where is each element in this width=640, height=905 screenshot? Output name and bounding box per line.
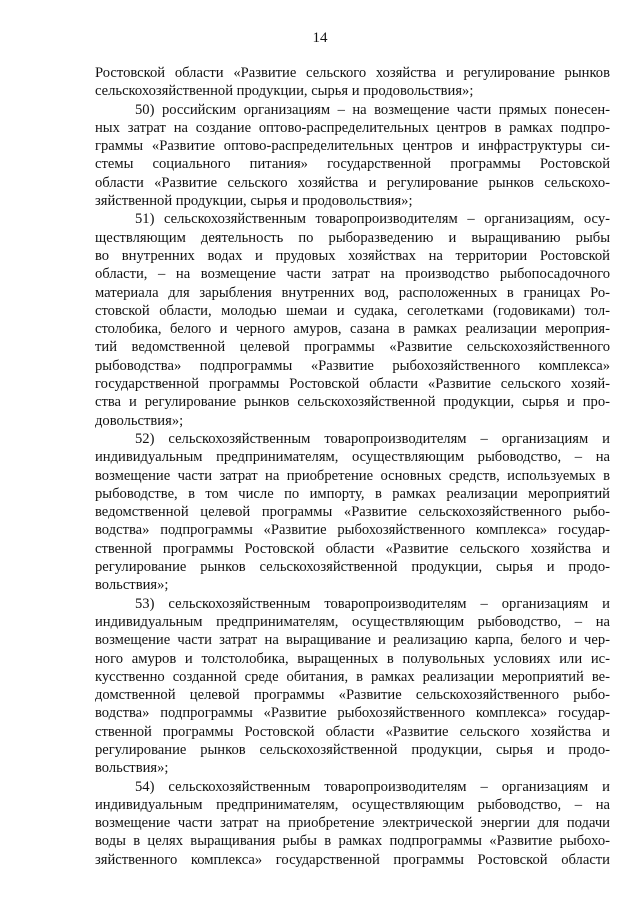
text-line: воды в целях выращивания рыбы в рамках подпрограммы «Развитие рыбохо- — [95, 833, 610, 850]
paragraph-p53 — [95, 595, 610, 778]
text-line: зяйственной продукции, сырья и продовольствия»; — [95, 193, 413, 210]
text-line: материала для зарыбления внутренних вод, расположенных в границах Ро- — [95, 284, 610, 301]
text-line: столобика, белого и черного амуров, сазана в рамках реализации мероприя- — [95, 321, 610, 338]
text-line: водства» подпрограммы «Развитие рыбохозяйственного комплекса» государ- — [95, 522, 610, 539]
text-line: граммы «Развитие оптово-распределительных центров и инфраструктуры си- — [95, 138, 610, 155]
text-line: 53) сельскохозяйственным товаропроизводителям – организациям и — [135, 595, 610, 612]
text-line: индивидуальным предпринимателям, осуществляющим рыбоводство, – на — [95, 796, 610, 813]
text-line: индивидуальным предпринимателям, осуществляющим рыбоводство, – на — [95, 449, 610, 466]
text-line: регулирование рынков сельскохозяйственной продукции, сырья и продо- — [95, 559, 610, 576]
text-line: области «Развитие сельского хозяйства и регулирование рынков сельскохо- — [95, 174, 610, 191]
text-line: регулирование рынков сельскохозяйственной продукции, сырья и продо- — [95, 741, 610, 758]
text-line: кусственно созданной среде обитания, в рамках реализации мероприятий ве- — [95, 668, 610, 685]
text-line: государственной программы Ростовской области «Развитие сельского хозяй- — [95, 376, 610, 393]
text-line: ственной программы Ростовской области «Развитие сельского хозяйства и — [95, 540, 610, 557]
text-line: стовской области, молодью шемаи и судака, сеголетками (годовиками) тол- — [95, 302, 610, 319]
text-line: сельскохозяйственной продукции, сырья и продовольствия»; — [95, 83, 474, 100]
paragraph-p50 — [95, 101, 610, 211]
text-line: вольствия»; — [95, 577, 169, 594]
text-line: 52) сельскохозяйственным товаропроизводителям – организациям и — [135, 430, 610, 447]
paragraph-p0 — [95, 64, 610, 101]
text-line: области, – на возмещение части затрат на производство рыбопосадочного — [95, 266, 610, 283]
text-line: стемы социального питания» государственной программы Ростовской — [95, 156, 610, 173]
document-body — [95, 64, 610, 869]
text-line: рыбоводства» подпрограммы «Развитие рыбохозяйственного комплекса» — [95, 357, 610, 374]
text-line: ного амуров и толстолобика, выращенных в полувольных условиях или ис- — [95, 650, 610, 667]
text-line: ведомственной целевой программы «Развитие сельскохозяйственного рыбо- — [95, 504, 610, 521]
text-line: индивидуальным предпринимателям, осуществляющим рыбоводство, – на — [95, 613, 610, 630]
text-line: зяйственного комплекса» государственной программы Ростовской области — [95, 851, 610, 868]
paragraph-p54 — [95, 778, 610, 869]
text-line: ществляющим деятельность по рыборазведению и выращиванию рыбы — [95, 229, 610, 246]
page-number: 14 — [312, 30, 328, 46]
text-line: 50) российским организациям – на возмещение части прямых понесен- — [135, 101, 610, 118]
text-line: ственной программы Ростовской области «Развитие сельского хозяйства и — [95, 723, 610, 740]
text-line: возмещение части затрат на выращивание и реализацию карпа, белого и чер- — [95, 632, 610, 649]
text-line: во внутренних водах и прудовых хозяйствах на территории Ростовской — [95, 247, 610, 264]
text-line: 51) сельскохозяйственным товаропроизводителям – организациям, осу- — [135, 211, 610, 228]
text-line: тий ведомственной целевой программы «Развитие сельскохозяйственного — [95, 339, 610, 356]
paragraph-p51 — [95, 210, 610, 430]
text-line: возмещение части затрат на приобретение основных средств, используемых в — [95, 467, 610, 484]
text-line: довольствия»; — [95, 412, 184, 429]
text-line: ных затрат на создание оптово-распределительных центров в рамках подпро- — [95, 119, 610, 136]
text-line: домственной целевой программы «Развитие сельскохозяйственного рыбо- — [95, 687, 610, 704]
text-line: вольствия»; — [95, 760, 169, 777]
text-line: возмещение части затрат на приобретение электрической энергии для подачи — [95, 815, 610, 832]
text-line: Ростовской области «Развитие сельского хозяйства и регулирование рынков — [95, 65, 610, 81]
text-line: рыбоводстве, в том числе по импорту, в рамках реализации мероприятий — [95, 485, 610, 502]
text-line: водства» подпрограммы «Развитие рыбохозяйственного комплекса» государ- — [95, 705, 610, 722]
text-line: 54) сельскохозяйственным товаропроизводителям – организациям и — [135, 778, 610, 795]
text-line: ства и регулирование рынков сельскохозяйственной продукции, сырья и про- — [95, 394, 610, 411]
paragraph-p52 — [95, 430, 610, 595]
